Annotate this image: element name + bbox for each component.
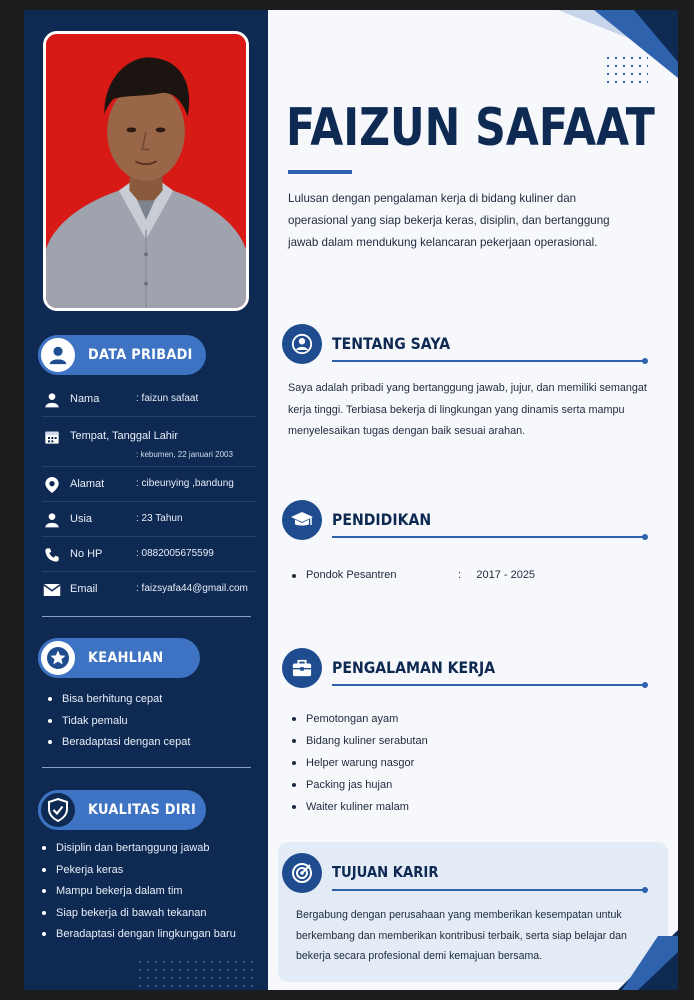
list-item: Tidak pemalu [48, 711, 190, 733]
tujuan-karir-title: TUJUAN KARIR [332, 863, 439, 881]
list-item: Bisa berhitung cepat [48, 689, 190, 711]
personal-row-birth [42, 417, 256, 467]
education-entry [292, 566, 572, 586]
list-item: Packing jas hujan [292, 775, 428, 797]
graduation-cap-icon [282, 500, 322, 540]
tentang-saya-title: TENTANG SAYA [332, 334, 451, 353]
full-name: FAIZUN SAFAAT [286, 98, 655, 158]
pengalaman-kerja-list [292, 709, 428, 819]
personal-row-age [42, 503, 256, 537]
tujuan-karir-header [282, 853, 652, 897]
personal-label: Tempat, Tanggal Lahir [70, 430, 179, 442]
list-item: Waiter kuliner malam [292, 797, 428, 819]
pendidikan-header [282, 500, 652, 544]
section-rule [332, 684, 644, 686]
list-item: Siap bekerja di bawah tekanan [42, 903, 236, 925]
personal-label: Usia [70, 513, 93, 525]
decorative-dots [136, 958, 256, 988]
personal-value: : faizun safaat [136, 393, 199, 404]
pendidikan-title: PENDIDIKAN [332, 510, 432, 529]
personal-label: Email [70, 583, 98, 595]
window-frame-top [0, 0, 694, 10]
keahlian-title: KEAHLIAN [88, 650, 164, 666]
calendar-icon [42, 427, 62, 447]
bullet [292, 574, 296, 578]
personal-value: : faizsyafa44@gmail.com [136, 583, 248, 594]
user-icon [282, 324, 322, 364]
person-icon [42, 390, 62, 410]
tentang-saya-text: Saya adalah pribadi yang bertanggung jawab, jujur, dan memiliki semangat kerja tinggi. Terbiasa bekerja di lingkungan yang dinamis serta mampu menyelesaikan tugas dengan baik sesuai arahan. [288, 382, 647, 437]
section-rule [332, 360, 644, 362]
tentang-saya-header [282, 324, 652, 368]
shield-check-icon [38, 790, 78, 830]
star-badge-icon [38, 638, 78, 678]
list-item: Pemotongan ayam [292, 709, 428, 731]
window-frame-bottom [0, 990, 694, 1000]
phone-icon [42, 545, 62, 565]
data-pribadi-header [38, 335, 206, 375]
location-pin-icon [42, 475, 62, 495]
list-item: Beradaptasi dengan cepat [48, 732, 190, 754]
decorative-dots [604, 54, 648, 84]
personal-value: : kebumen, 22 januari 2003 [136, 450, 233, 459]
education-years: : 2017 - 2025 [458, 569, 536, 581]
list-item: Mampu bekerja dalam tim [42, 881, 236, 903]
window-frame-right [678, 0, 694, 1000]
kualitas-diri-header [38, 790, 206, 830]
personal-row-name [42, 383, 256, 417]
list-item: Pekerja keras [42, 860, 236, 882]
list-item: Bidang kuliner serabutan [292, 731, 428, 753]
personal-value: : cibeunying ,bandung [136, 478, 234, 489]
user-profile-icon [38, 335, 78, 375]
tujuan-karir-text: Bergabung dengan perusahaan yang memberikan kesempatan untuk berkembang dan memberikan kontribusi terbaik, serta siap belajar dan bekerja secara profesional demi kemajuan bersama. [296, 909, 627, 962]
person-icon [42, 510, 62, 530]
profile-summary: Lulusan dengan pengalaman kerja di bidang kuliner dan operasional yang siap bekerja keras, disiplin, dan bertanggung jawab dalam mendukung kelancaran pekerjaan operasional. [288, 192, 610, 249]
personal-value: : 23 Tahun [136, 513, 183, 524]
personal-row-email [42, 573, 256, 607]
section-rule [332, 889, 644, 891]
pengalaman-kerja-header [282, 648, 652, 692]
pengalaman-kerja-title: PENGALAMAN KERJA [332, 658, 496, 677]
keahlian-list [48, 689, 190, 754]
sidebar [24, 10, 268, 990]
kualitas-diri-title: KUALITAS DIRI [88, 802, 197, 818]
personal-row-phone [42, 538, 256, 572]
cv-page [24, 10, 678, 990]
list-item: Helper warung nasgor [292, 753, 428, 775]
personal-row-address [42, 468, 256, 502]
list-item: Disiplin dan bertanggung jawab [42, 838, 236, 860]
name-underline [288, 170, 352, 174]
personal-value: : 0882005675599 [136, 548, 214, 559]
list-item: Beradaptasi dengan lingkungan baru [42, 924, 236, 946]
education-institution: Pondok Pesantren [306, 569, 397, 581]
kualitas-diri-list [42, 838, 236, 946]
divider [42, 616, 251, 617]
personal-label: Nama [70, 393, 100, 405]
data-pribadi-title: DATA PRIBADI [88, 347, 193, 363]
briefcase-icon [282, 648, 322, 688]
personal-label: No HP [70, 548, 103, 560]
keahlian-header [38, 638, 200, 678]
corner-decoration [598, 930, 678, 990]
mail-icon [42, 580, 62, 600]
personal-label: Alamat [70, 478, 105, 490]
window-frame-left [0, 0, 24, 1000]
profile-photo [43, 31, 249, 311]
divider [42, 767, 251, 768]
target-icon [282, 853, 322, 893]
section-rule [332, 536, 644, 538]
